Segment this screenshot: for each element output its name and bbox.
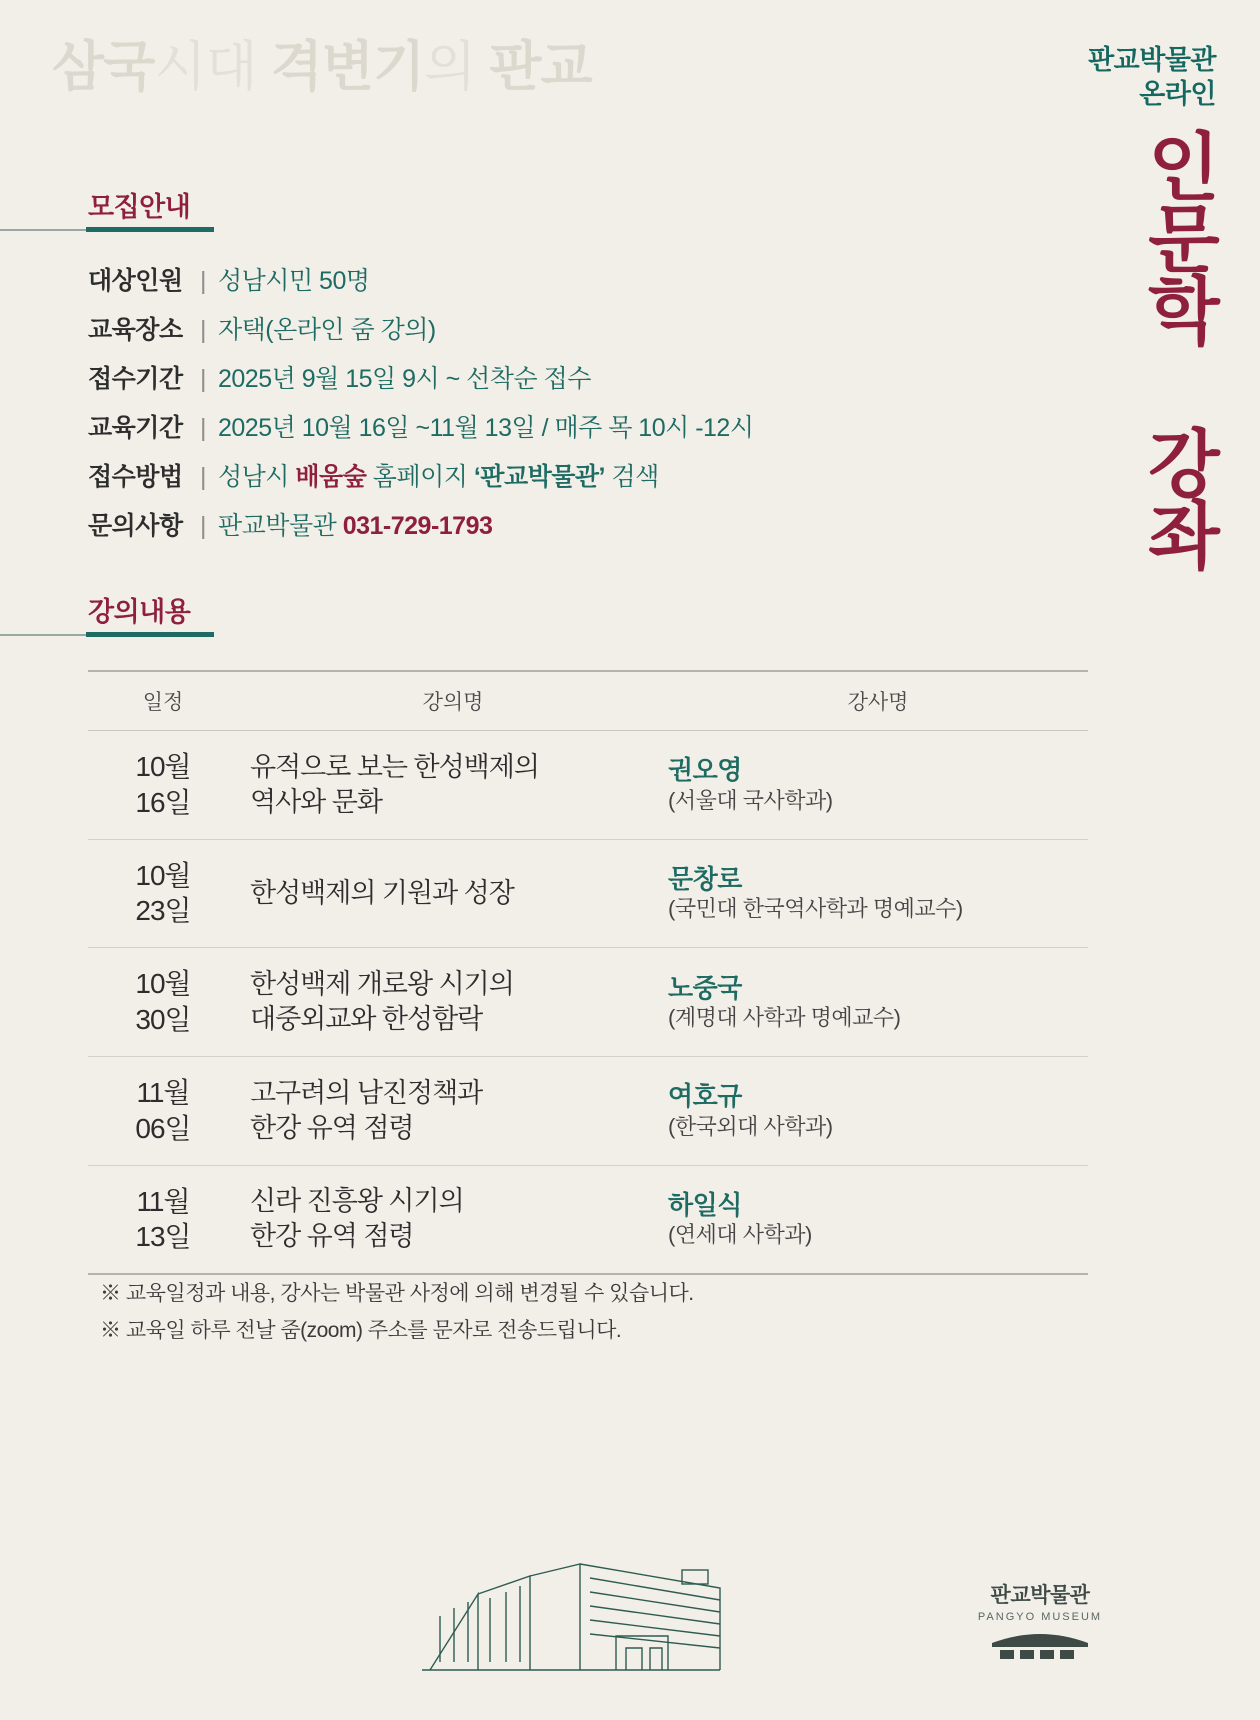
footnote-2: ※ 교육일 하루 전날 줌(zoom) 주소를 문자로 전송드립니다.: [100, 1318, 622, 1342]
headline-text: [52, 38, 822, 97]
row-title-line1: 고구려의 남진정책과: [250, 1077, 483, 1108]
footnotes: [100, 1276, 694, 1350]
footnote-1: ※ 교육일정과 내용, 강사는 박물관 사정에 의해 변경될 수 있습니다.: [100, 1282, 694, 1305]
info-desc: [218, 457, 659, 493]
row-lecturer-cell: [668, 731, 1088, 840]
row-lecturer-cell: [668, 1165, 1088, 1274]
info-term: 접수방법: [88, 463, 183, 491]
row-title-cell: [238, 731, 668, 840]
info-desc: 자택(온라인 줌 강의): [218, 316, 436, 344]
course-table-wrap: [88, 670, 1088, 1275]
logo-mark-icon: [970, 1629, 1110, 1664]
info-row: [88, 261, 754, 297]
info-separator: |: [200, 365, 206, 393]
row-lecturer-name: 여호규: [668, 1081, 742, 1112]
row-date-line2: 13일: [135, 1221, 191, 1253]
row-lecturer-affiliation: (연세대 사학과): [668, 1222, 812, 1248]
info-row: [88, 408, 754, 444]
info-term: 문의사항: [88, 512, 183, 540]
info-desc: 성남시민 50명: [218, 267, 370, 295]
info-row: [88, 457, 754, 493]
info-desc: 2025년 10월 16일 ~11월 13일 / 매주 목 10시 -12시: [218, 414, 754, 442]
info-row: [88, 359, 754, 395]
table-row: [88, 1165, 1088, 1274]
museum-building-illustration: [420, 1558, 740, 1678]
info-desc: 2025년 9월 15일 9시 ~ 선착순 접수: [218, 365, 591, 393]
row-title-line1: 한성백제의 기원과 성장: [250, 877, 514, 908]
row-title-line1: 한성백제 개로왕 시기의: [250, 969, 514, 1000]
table-row: [88, 731, 1088, 840]
row-lecturer-name: 하일식: [668, 1189, 742, 1220]
row-lecturer-cell: [668, 839, 1088, 948]
brand-online-label: 온라인: [1139, 78, 1216, 109]
logo-text-english: PANGYO MUSEUM: [977, 1611, 1103, 1623]
section-course-head: [0, 590, 1260, 646]
brand-block: [986, 44, 1220, 574]
row-lecturer-affiliation: (한국외대 사학과): [668, 1113, 833, 1139]
brand-program-title: 인문학 강좌: [1137, 127, 1220, 569]
section-rule-accent: [86, 227, 214, 232]
info-desc-mid: 홈페이지: [366, 463, 474, 491]
info-separator: |: [200, 316, 206, 344]
info-desc-highlight2: ‘판교박물관’: [473, 463, 606, 491]
row-date-line2: 23일: [135, 895, 191, 927]
row-date-cell: [88, 1056, 238, 1165]
table-header-title: 강의명: [238, 671, 668, 731]
info-desc: [218, 506, 492, 542]
section-course-label: 강의내용: [88, 597, 191, 627]
contact-phone: 031-729-1793: [342, 512, 493, 540]
headline-part-5: 판교: [475, 37, 592, 97]
section-recruit-label: 모집안내: [88, 192, 191, 222]
info-separator: |: [200, 463, 206, 491]
table-row: [88, 1056, 1088, 1165]
table-header-date: 일정: [88, 671, 238, 731]
brand-museum-name: 판교박물관: [1088, 45, 1216, 75]
course-table: [88, 670, 1088, 1275]
section-recruit-head: [0, 185, 1260, 241]
info-term: 교육장소: [88, 316, 183, 344]
info-desc-pre: 판교박물관: [218, 512, 343, 540]
row-date-line1: 10월: [135, 751, 191, 782]
section-course: [0, 590, 1260, 1253]
row-title-cell: [238, 948, 668, 1057]
row-lecturer-name: 권오영: [668, 755, 742, 786]
table-row: [88, 948, 1088, 1057]
row-lecturer-name: 노중국: [668, 972, 742, 1003]
row-lecturer-cell: [668, 1056, 1088, 1165]
section-rule-accent: [86, 632, 214, 637]
row-date-line1: 10월: [135, 859, 191, 891]
row-title-cell: [238, 1165, 668, 1274]
info-separator: |: [200, 512, 206, 540]
row-date-cell: [88, 839, 238, 948]
headline-part-1: 삼국: [52, 37, 155, 97]
row-date-line2: 30일: [135, 1004, 191, 1036]
headline-part-2: 시대: [154, 37, 257, 97]
poster-headline: [52, 38, 822, 97]
row-date-cell: [88, 731, 238, 840]
info-row: [88, 310, 754, 346]
row-date-line1: 11월: [136, 1076, 190, 1108]
info-row: [88, 506, 754, 542]
row-date-line1: 10월: [135, 968, 191, 1000]
row-title-line1: 유적으로 보는 한성백제의: [250, 751, 539, 782]
row-lecturer-name: 문창로: [668, 863, 742, 894]
info-desc-post: 검색: [605, 463, 659, 491]
info-separator: |: [200, 267, 206, 295]
row-lecturer-affiliation: (계명대 사학과 명예교수): [668, 1005, 901, 1031]
table-row: [88, 839, 1088, 948]
headline-part-3: 격변기: [256, 37, 425, 97]
table-header-lecturer: 강사명: [668, 671, 1088, 731]
info-desc-pre: 성남시: [218, 463, 296, 491]
headline-part-4: 의: [424, 37, 476, 97]
row-title-line1: 신라 진흥왕 시기의: [250, 1186, 464, 1217]
row-title-line2: 한강 유역 점령: [250, 1112, 414, 1143]
row-date-cell: [88, 1165, 238, 1274]
row-title-line2: 한강 유역 점령: [250, 1221, 414, 1252]
row-date-cell: [88, 948, 238, 1057]
info-term: 접수기간: [88, 365, 183, 393]
info-term: 교육기간: [88, 414, 183, 442]
row-title-cell: [238, 1056, 668, 1165]
info-separator: |: [200, 414, 206, 442]
info-desc-highlight: 배움숲: [295, 463, 367, 491]
row-title-cell: [238, 839, 668, 948]
museum-logo: [970, 1579, 1110, 1664]
logo-text-korean: 판교박물관: [990, 1584, 1090, 1607]
row-title-line2: 대중외교와 한성함락: [250, 1004, 483, 1035]
row-date-line2: 16일: [135, 786, 191, 818]
recruit-info-list: [88, 261, 754, 555]
row-title-line2: 역사와 문화: [250, 786, 382, 817]
row-date-line1: 11월: [136, 1185, 190, 1217]
info-term: 대상인원: [88, 267, 183, 295]
row-lecturer-affiliation: (서울대 국사학과): [668, 787, 833, 813]
row-lecturer-cell: [668, 948, 1088, 1057]
row-lecturer-affiliation: (국민대 한국역사학과 명예교수): [668, 896, 963, 922]
row-date-line2: 06일: [135, 1112, 191, 1144]
table-header-row: [88, 671, 1088, 731]
